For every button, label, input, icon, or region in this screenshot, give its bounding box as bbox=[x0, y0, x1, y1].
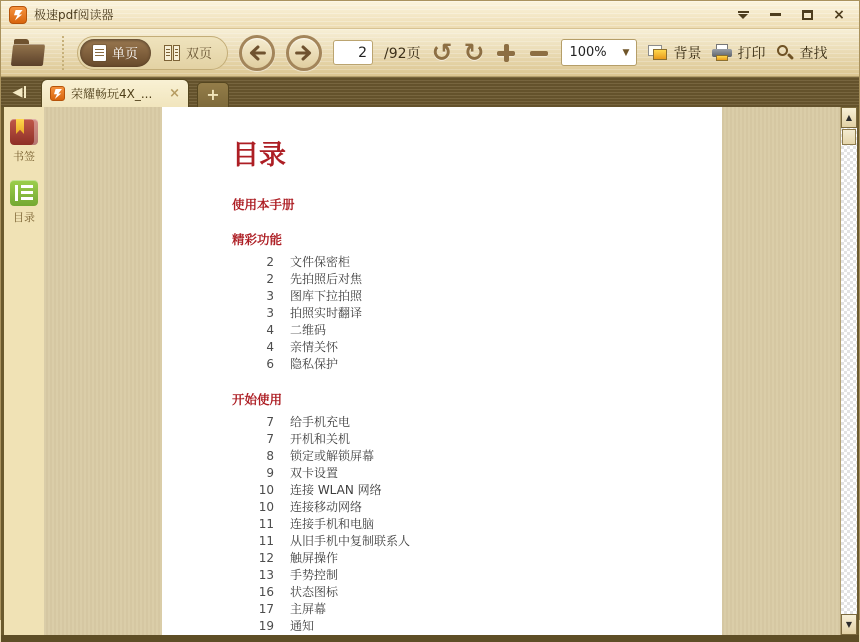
scroll-down-icon: ▼ bbox=[845, 620, 853, 629]
window-controls bbox=[735, 8, 851, 22]
background-icon bbox=[648, 45, 668, 61]
toc-entry-text: 图库下拉拍照 bbox=[290, 289, 363, 303]
left-sidebar bbox=[4, 107, 44, 635]
toc-row bbox=[232, 533, 692, 550]
toc-page-number: 10 bbox=[258, 500, 274, 514]
toc-entry-text: 文件保密柜 bbox=[290, 255, 351, 269]
toc-row bbox=[232, 414, 692, 431]
toc-row bbox=[232, 271, 692, 288]
previous-page-button[interactable] bbox=[239, 35, 275, 71]
toc-row bbox=[232, 584, 692, 601]
minimize-icon bbox=[770, 13, 781, 16]
double-page-label: 双页 bbox=[186, 47, 213, 62]
toc-page-number: 11 bbox=[258, 517, 274, 531]
page-total-label: /92页 bbox=[384, 45, 421, 62]
tab-bar bbox=[1, 77, 859, 107]
toc-row bbox=[232, 356, 692, 373]
scroll-up-button[interactable] bbox=[841, 107, 857, 128]
sidebar-item-toc[interactable] bbox=[10, 180, 38, 225]
toc-label: 目录 bbox=[13, 211, 35, 224]
toc-entry-text: 精彩功能 bbox=[232, 232, 283, 247]
next-page-button[interactable] bbox=[286, 35, 322, 71]
toc-page-number: 3 bbox=[266, 289, 274, 303]
maximize-button[interactable] bbox=[799, 8, 815, 22]
toc-page-number: 17 bbox=[258, 602, 274, 616]
double-page-icon bbox=[164, 45, 180, 61]
toc-page-number: 12 bbox=[258, 551, 274, 565]
toc-page-number: 3 bbox=[266, 306, 274, 320]
window-title: 极速pdf阅读器 bbox=[34, 8, 114, 22]
minimize-button[interactable] bbox=[767, 8, 783, 22]
toc-entry-text: 亲情关怀 bbox=[290, 340, 339, 354]
close-button[interactable] bbox=[831, 8, 847, 22]
print-label: 打印 bbox=[737, 45, 766, 62]
scrollbar-track[interactable] bbox=[841, 128, 857, 614]
toc-entry-text: 隐私保护 bbox=[290, 357, 339, 371]
maximize-icon bbox=[802, 10, 813, 20]
menu-icon bbox=[738, 11, 749, 19]
toc-row bbox=[232, 196, 692, 213]
zoom-in-button[interactable] bbox=[495, 42, 517, 64]
main-area bbox=[1, 107, 859, 635]
toc-entry-text: 状态图标 bbox=[290, 585, 339, 599]
document-viewport bbox=[44, 107, 840, 635]
collapse-sidebar-button[interactable] bbox=[5, 77, 33, 107]
toc-row bbox=[232, 254, 692, 271]
toc-row bbox=[232, 391, 692, 408]
toc-entry-text: 锁定或解锁屏幕 bbox=[290, 449, 375, 463]
toc-entry-text: 先拍照后对焦 bbox=[290, 272, 363, 286]
toc-page-number: 11 bbox=[258, 534, 274, 548]
toc-row bbox=[232, 465, 692, 482]
toc-page-number: 16 bbox=[258, 585, 274, 599]
vertical-scrollbar[interactable] bbox=[840, 107, 857, 635]
toc-entry-text: 主屏幕 bbox=[290, 602, 327, 616]
toc-row bbox=[232, 618, 692, 635]
toc-row bbox=[232, 288, 692, 305]
chevron-down-icon: ▼ bbox=[622, 47, 630, 58]
rotate-right-button[interactable]: ↻ bbox=[463, 38, 485, 67]
toc-row bbox=[232, 516, 692, 533]
toc-row bbox=[232, 322, 692, 339]
toc-entry-text: 开机和关机 bbox=[290, 432, 351, 446]
scrollbar-thumb[interactable] bbox=[842, 129, 856, 145]
find-label: 查找 bbox=[799, 45, 828, 62]
toc-entry-text: 给手机充电 bbox=[290, 415, 351, 429]
toc-page-number: 19 bbox=[258, 619, 274, 633]
toc-row bbox=[232, 601, 692, 618]
toolbar bbox=[1, 29, 859, 77]
pdf-page bbox=[162, 107, 722, 635]
toc-entry-text: 连接移动网络 bbox=[290, 500, 363, 514]
toc-page-number: 10 bbox=[258, 483, 274, 497]
single-page-icon bbox=[93, 45, 106, 61]
toc-page-number: 7 bbox=[266, 415, 274, 429]
toc-icon bbox=[10, 180, 38, 206]
app-logo-icon bbox=[9, 6, 27, 24]
bookmarks-label: 书签 bbox=[13, 150, 35, 163]
toc-row bbox=[232, 482, 692, 499]
toc-row bbox=[232, 231, 692, 248]
toolbar-separator bbox=[62, 36, 64, 70]
tab-title: 荣耀畅玩4X_... bbox=[71, 87, 153, 101]
print-button[interactable] bbox=[712, 43, 765, 63]
toc-list bbox=[232, 196, 692, 635]
background-label: 背景 bbox=[673, 45, 702, 62]
tab-file-icon bbox=[50, 86, 65, 101]
new-tab-button[interactable] bbox=[197, 82, 229, 107]
toc-entry-text: 二维码 bbox=[290, 323, 327, 337]
toc-page-number: 2 bbox=[266, 255, 274, 269]
toc-row bbox=[232, 431, 692, 448]
toc-page-number: 4 bbox=[266, 323, 274, 337]
toc-page-number: 9 bbox=[266, 466, 274, 480]
single-page-button[interactable] bbox=[80, 39, 151, 67]
toc-entry-text: 双卡设置 bbox=[290, 466, 339, 480]
toc-entry-text: 拍照实时翻译 bbox=[290, 306, 363, 320]
toc-row bbox=[232, 339, 692, 356]
title-bar bbox=[1, 1, 859, 29]
toc-entry-text: 使用本手册 bbox=[232, 197, 295, 212]
toc-entry-text: 从旧手机中复制联系人 bbox=[290, 534, 411, 548]
toc-page-number: 6 bbox=[266, 357, 274, 371]
window-menu-button[interactable] bbox=[735, 8, 751, 22]
toc-row bbox=[232, 305, 692, 322]
double-page-button[interactable] bbox=[151, 39, 225, 67]
single-page-label: 单页 bbox=[112, 47, 139, 62]
close-icon: × bbox=[833, 6, 845, 23]
search-icon bbox=[776, 44, 794, 62]
bookmark-icon bbox=[10, 119, 38, 145]
toc-entry-text: 手势控制 bbox=[290, 568, 339, 582]
toc-entry-text: 连接手机和电脑 bbox=[290, 517, 375, 531]
collapse-icon: ◀ bbox=[12, 84, 23, 100]
toc-entry-text: 通知 bbox=[290, 619, 315, 633]
plus-icon: + bbox=[206, 85, 220, 104]
zoom-level-value: 100% bbox=[569, 45, 607, 60]
tab-document[interactable] bbox=[41, 79, 189, 107]
toc-page-number: 4 bbox=[266, 340, 274, 354]
toc-row bbox=[232, 448, 692, 465]
find-button[interactable] bbox=[776, 43, 827, 63]
toc-row bbox=[232, 550, 692, 567]
back-arrow-icon bbox=[246, 42, 268, 64]
forward-arrow-icon bbox=[293, 42, 315, 64]
open-file-button[interactable] bbox=[11, 38, 49, 68]
background-button[interactable] bbox=[648, 43, 701, 63]
scroll-up-icon: ▲ bbox=[845, 113, 853, 122]
zoom-out-button[interactable] bbox=[528, 42, 550, 64]
toc-page-number: 8 bbox=[266, 449, 274, 463]
page-number-input[interactable] bbox=[333, 40, 373, 65]
document-title: 目录 bbox=[232, 140, 286, 171]
toc-page-number: 13 bbox=[258, 568, 274, 582]
tab-close-icon[interactable]: × bbox=[169, 86, 180, 101]
zoom-level-dropdown[interactable] bbox=[561, 39, 637, 66]
toc-row bbox=[232, 567, 692, 584]
page-mode-toggle bbox=[77, 36, 228, 70]
toc-row bbox=[232, 499, 692, 516]
printer-icon bbox=[712, 44, 732, 61]
toc-entry-text: 连接 WLAN 网络 bbox=[290, 483, 382, 497]
toc-page-number: 7 bbox=[266, 432, 274, 446]
toc-entry-text: 触屏操作 bbox=[290, 551, 339, 565]
toc-page-number: 2 bbox=[266, 272, 274, 286]
toc-entry-text: 开始使用 bbox=[232, 392, 283, 407]
scroll-down-button[interactable] bbox=[841, 614, 857, 635]
sidebar-item-bookmarks[interactable] bbox=[10, 119, 38, 164]
rotate-left-button[interactable]: ↺ bbox=[431, 38, 453, 67]
window-bottom-edge bbox=[1, 635, 859, 642]
